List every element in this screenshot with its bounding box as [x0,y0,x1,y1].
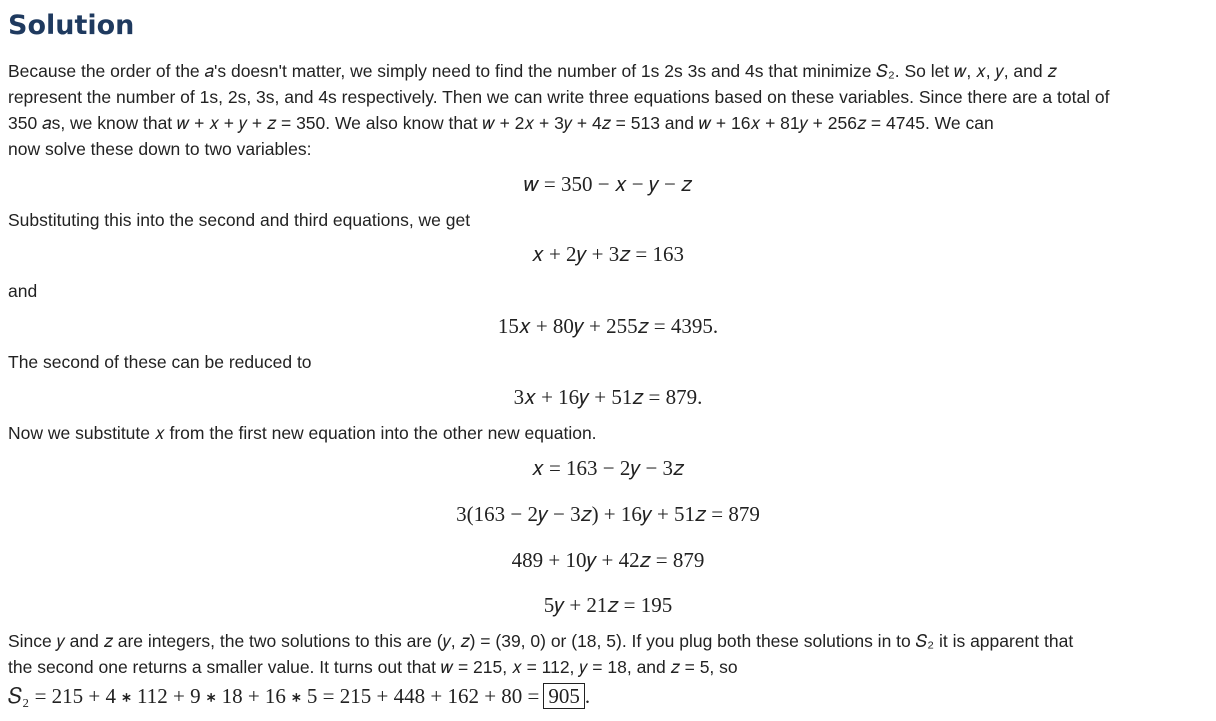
paragraph-substituting: Substituting this into the second and third equations, we get [8,210,471,230]
equation-w: 𝑤 = 350 − 𝑥 − 𝑦 − 𝑧 [524,172,692,196]
paragraph-line: 350 𝑎s, we know that 𝑤 + 𝑥 + 𝑦 + 𝑧 = 350. We also know that 𝑤 + 2𝑥 + 3𝑦 + 4𝑧 = 513 and 𝑤 + 16𝑥 + 81𝑦 + 256𝑧 = 4745. We can [8,113,994,133]
paragraph-line: Since 𝑦 and 𝑧 are integers, the two solutions to this are (𝑦, 𝑧) = (39, 0) or (18, 5). If you plug both these solutions in to 𝑆₂ it is apparent that [8,631,1074,651]
paragraph-conclusion [8,628,1208,680]
paragraph-reduced: The second of these can be reduced to [8,352,312,372]
equation-x-sub: 𝑥 = 163 − 2𝑦 − 3𝑧 [532,456,684,480]
paragraph-and: and [8,281,38,301]
equation-15x: 15𝑥 + 80𝑦 + 255𝑧 = 4395. [497,314,719,338]
equation-489: 489 + 10𝑦 + 42𝑧 = 879 [511,548,705,572]
paragraph-line: Because the order of the 𝑎's doesn't matter, we simply need to find the number of 1s 2s 3s and 4s that minimize 𝑆₂. So let 𝑤, 𝑥, 𝑦, and 𝑧 [8,61,1057,81]
final-expression: 𝑆₂ = 215 + 4 ∗ 112 + 9 ∗ 18 + 16 ∗ 5 = 215 + 448 + 162 + 80 = [8,684,540,708]
equation-expanded: 3(163 − 2𝑦 − 3𝑧) + 16𝑦 + 51𝑧 = 879 [456,502,760,526]
paragraph-line: represent the number of 1s, 2s, 3s, and 4s respectively. Then we can write three equations based on these variables. Since there are a total of [8,87,1110,107]
final-period: . [584,684,591,708]
paragraph-intro [8,58,1208,162]
final-answer-line [8,682,590,710]
equation-x-2y-3z: 𝑥 + 2𝑦 + 3𝑧 = 163 [532,242,684,266]
paragraph-line: now solve these down to two variables: [8,139,312,159]
boxed-answer: 905 [543,683,585,709]
equation-5y: 5𝑦 + 21𝑧 = 195 [543,593,673,617]
paragraph-substitute: Now we substitute 𝑥 from the first new equation into the other new equation. [8,423,597,443]
equation-3x: 3𝑥 + 16𝑦 + 51𝑧 = 879. [513,385,703,409]
page-title: Solution [8,10,135,41]
paragraph-line: the second one returns a smaller value. It turns out that 𝑤 = 215, 𝑥 = 112, 𝑦 = 18, and 𝑧 = 5, so [8,657,738,677]
